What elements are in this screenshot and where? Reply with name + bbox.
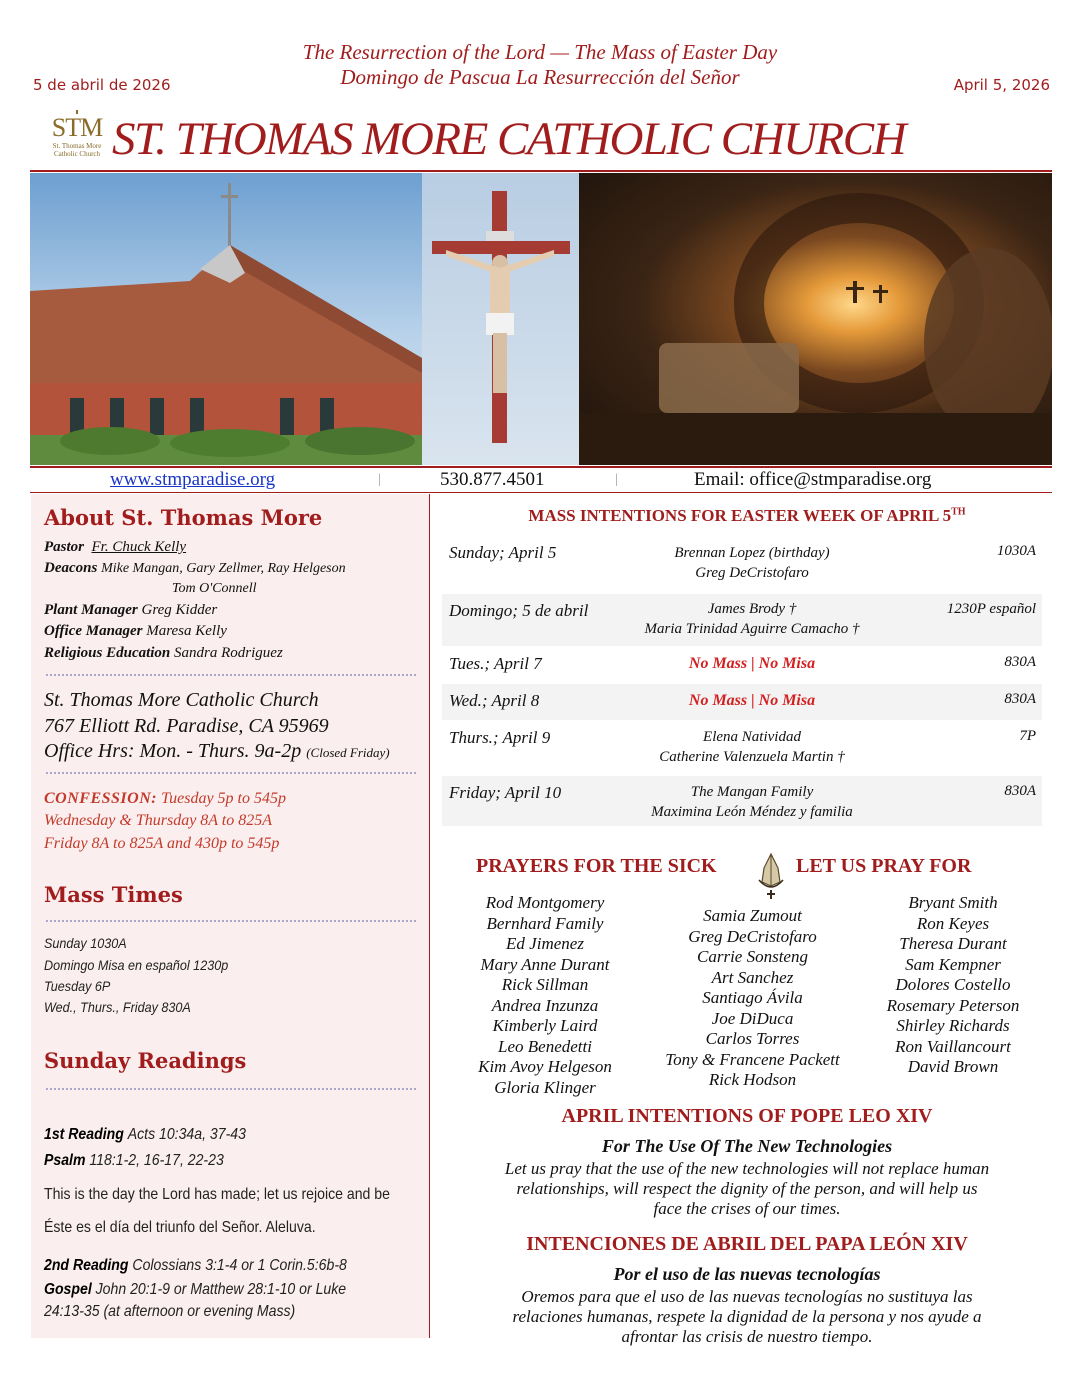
staff-office-manager — [44, 621, 227, 641]
staff-name: Maresa Kelly — [146, 623, 227, 639]
staff-deacons-cont: Tom O'Connell — [172, 581, 257, 596]
pope-intentions-line: Let us pray that the use of the new technologies will not replace human — [504, 1159, 990, 1178]
reading-citation: Colossians 3:1-4 or 1 Corin.5:6b-8 — [132, 1257, 347, 1274]
sick-list-col1 — [455, 893, 635, 1098]
intention-names: No Mass | No Misa — [688, 692, 816, 709]
intention-day: Thurs.; April 9 — [449, 728, 551, 747]
dotted-divider — [46, 772, 416, 774]
mass-times-heading: Mass Times — [44, 882, 183, 907]
pope-intentions-line: relaciones humanas, respete la dignidad de la persona y nos ayude a — [512, 1307, 982, 1326]
address-line-2: 767 Elliott Rd. Paradise, CA 95969 — [44, 715, 329, 737]
sick-name: Bernhard Family — [486, 913, 604, 933]
sick-name: Kim Avoy Helgeson — [478, 1057, 612, 1076]
intention-time: 830A — [1004, 654, 1036, 670]
masthead-title: ST. THOMAS MORE CATHOLIC CHURCH — [112, 113, 906, 165]
intention-row — [442, 776, 1042, 826]
staff-role: Office Manager — [44, 623, 143, 639]
office-hours-note: (Closed Friday) — [306, 745, 390, 760]
intention-day: Tues.; April 7 — [449, 654, 542, 673]
sick-name: Shirley Richards — [896, 1016, 1010, 1035]
intention-day: Friday; April 10 — [449, 783, 562, 802]
pope-intentions-subtitle: For The Use Of The New Technologies — [601, 1136, 893, 1156]
reading-citation: 24:13-35 (at afternoon or evening Mass) — [44, 1303, 296, 1320]
staff-religious-ed — [44, 643, 283, 663]
pope-intentions-heading-es: INTENCIONES DE ABRIL DEL PAPA LEÓN XIV — [526, 1233, 968, 1255]
office-hours-text: Office Hrs: Mon. - Thurs. 9a-2p — [44, 740, 302, 762]
intention-time: 1230P español — [946, 601, 1036, 617]
sick-name: Rick Sillman — [501, 975, 589, 994]
intention-name: James Brody † — [707, 601, 797, 617]
sick-name: Ron Keyes — [916, 913, 990, 933]
staff-name: Fr. Chuck Kelly — [91, 539, 187, 555]
church-building-photo — [30, 173, 422, 465]
mass-time-item: Tuesday 6P — [44, 978, 111, 994]
intention-day: Wed.; April 8 — [449, 691, 540, 710]
reading-label: Gospel — [44, 1281, 92, 1298]
intention-row — [442, 594, 1042, 646]
address-line-1: St. Thomas More Catholic Church — [44, 689, 319, 711]
pope-intentions-subtitle-es: Por el uso de las nuevas tecnologías — [613, 1264, 881, 1284]
intention-name: Elena Natividad — [703, 729, 801, 745]
confession-time: Tuesday 5p to 545p — [161, 790, 286, 807]
sick-name: Sam Kempner — [905, 954, 1001, 974]
intention-name: Maria Trinidad Aguirre Camacho † — [644, 621, 860, 637]
intention-time: 7P — [1019, 728, 1036, 744]
staff-plant-manager — [44, 600, 217, 620]
confession-line-1 — [44, 788, 286, 810]
date-spanish: 5 de abril de 2026 — [33, 76, 171, 94]
staff-role: Religious Education — [44, 645, 171, 661]
intention-row — [442, 538, 1042, 592]
praying-hands-icon — [750, 850, 792, 900]
date-english: April 5, 2026 — [953, 76, 1050, 94]
phone-number[interactable]: 530.877.4501 — [440, 469, 545, 490]
church-logo — [47, 110, 107, 162]
bulletin-feast-heading — [240, 40, 840, 90]
sunday-readings-heading: Sunday Readings — [44, 1048, 247, 1073]
sick-name: Gloria Klinger — [494, 1077, 596, 1097]
mass-intentions-title: MASS INTENTIONS FOR EASTER WEEK OF APRIL 5 — [528, 506, 952, 525]
sick-name: Ed Jimenez — [506, 934, 584, 953]
pope-intentions-text — [442, 1159, 1052, 1219]
intention-names — [612, 727, 892, 767]
intention-name: Greg DeCristofaro — [695, 565, 809, 581]
sick-name: Art Sanchez — [711, 967, 794, 987]
crucifix-photo — [422, 173, 579, 465]
reading-citation: 118:1-2, 16-17, 22-23 — [85, 1152, 224, 1169]
feast-title-en: The Resurrection of the Lord — The Mass of Easter Day — [302, 40, 778, 64]
sick-name: Rod Montgomery — [485, 893, 605, 912]
sick-name: Mary Anne Durant — [480, 954, 610, 974]
sick-heading-right: LET US PRAY FOR — [796, 855, 972, 877]
sick-name: Rick Hodson — [708, 1070, 797, 1089]
reading-label: 1st Reading — [44, 1126, 124, 1143]
reading-gospel — [44, 1279, 346, 1300]
pope-intentions-line: afrontar las crisis de nuestro tiempo. — [621, 1327, 873, 1346]
sick-name: Carrie Sonsteng — [697, 947, 808, 966]
crucifix-icon — [422, 173, 579, 465]
divider-contact — [30, 492, 1052, 493]
reading-second — [44, 1255, 347, 1276]
sick-name: Kimberly Laird — [492, 1016, 598, 1035]
sick-name: Tony & Francene Packett — [665, 1049, 840, 1069]
sick-name: Ron Vaillancourt — [895, 1036, 1011, 1056]
intention-names: No Mass | No Misa — [688, 655, 816, 672]
reading-first — [44, 1124, 246, 1145]
sick-heading-left: PRAYERS FOR THE SICK — [476, 855, 717, 877]
staff-pastor — [44, 537, 186, 557]
contact-separator: | — [615, 472, 618, 487]
reading-gospel-cont — [44, 1301, 295, 1322]
website-link[interactable]: www.stmparadise.org — [110, 469, 276, 490]
reading-label: Psalm — [44, 1152, 86, 1169]
reading-label: 2nd Reading — [44, 1257, 129, 1274]
pope-intentions-heading: APRIL INTENTIONS OF POPE LEO XIV — [561, 1105, 933, 1127]
sick-name: Greg DeCristofaro — [688, 926, 817, 946]
logo-subtext-2: Catholic Church — [53, 150, 101, 158]
sick-name: Santiago Ávila — [702, 988, 803, 1007]
sick-name: Samia Zumout — [703, 906, 802, 925]
psalm-response-es: Éste es el día del triunfo del Señor. Aleluva. — [44, 1219, 316, 1236]
intention-day: Domingo; 5 de abril — [449, 601, 589, 620]
intention-time: 1030A — [996, 543, 1036, 559]
reading-citation: Acts 10:34a, 37-43 — [127, 1126, 246, 1143]
email-address[interactable]: Email: office@stmparadise.org — [694, 469, 932, 490]
dotted-divider — [46, 1088, 416, 1090]
confession-line-2: Wednesday & Thursday 8A to 825A — [44, 812, 272, 829]
logo-monogram: STM — [51, 113, 103, 142]
intention-day: Sunday; April 5 — [449, 543, 557, 562]
intention-name: Brennan Lopez (birthday) — [674, 545, 830, 561]
office-hours — [44, 739, 390, 765]
contact-separator: | — [378, 472, 381, 487]
pope-intentions-line: relationships, will respect the dignity of the person, and will help us — [516, 1179, 978, 1198]
staff-name: Sandra Rodriguez — [174, 645, 283, 661]
mass-time-item: Wed., Thurs., Friday 830A — [44, 999, 191, 1015]
intention-names — [612, 543, 892, 583]
psalm-response-en: This is the day the Lord has made; let us rejoice and be — [44, 1186, 390, 1203]
staff-role: Plant Manager — [44, 602, 138, 618]
sick-name: Bryant Smith — [908, 893, 998, 912]
sick-name: Theresa Durant — [899, 934, 1007, 953]
logo-subtext-1: St. Thomas More — [52, 142, 102, 150]
confession-label: CONFESSION: — [44, 790, 158, 807]
empty-tomb-photo — [579, 173, 1052, 465]
mass-intentions-sup: TH — [951, 506, 966, 518]
staff-role: Deacons — [44, 560, 98, 576]
pope-intentions-text-es — [442, 1287, 1052, 1347]
about-heading: About St. Thomas More — [44, 505, 323, 530]
sick-list-col2 — [655, 906, 850, 1091]
intention-name: Maximina León Méndez y familia — [651, 804, 853, 820]
sick-name: Andrea Inzunza — [491, 995, 599, 1015]
mass-intentions-heading — [442, 506, 1052, 526]
intention-name: The Mangan Family — [690, 784, 814, 800]
empty-tomb-illustration — [579, 173, 1052, 465]
church-building-illustration — [30, 173, 422, 465]
staff-deacons — [44, 558, 346, 579]
intention-names — [612, 599, 892, 639]
dotted-divider — [46, 674, 416, 676]
mass-time-item: Sunday 1030A — [44, 935, 127, 951]
sick-name: Carlos Torres — [705, 1029, 800, 1048]
sick-name: Rosemary Peterson — [886, 995, 1020, 1015]
sick-name: Joe DiDuca — [711, 1008, 794, 1028]
pope-intentions-line: face the crises of our times. — [653, 1199, 841, 1218]
sick-name: Leo Benedetti — [498, 1036, 592, 1056]
intention-time: 830A — [1004, 783, 1036, 799]
intention-row — [442, 722, 1042, 774]
divider-top — [30, 170, 1052, 172]
mass-time-item: Domingo Misa en español 1230p — [44, 957, 229, 973]
pope-intentions-line: Oremos para que el uso de las nuevas tecnologías no sustituya las — [521, 1287, 973, 1306]
staff-role: Pastor — [44, 539, 85, 555]
confession-line-3: Friday 8A to 825A and 430p to 545p — [44, 835, 280, 852]
intention-time: 830A — [1004, 691, 1036, 707]
sick-name: Dolores Costello — [895, 975, 1011, 994]
intention-row — [442, 648, 1042, 682]
intention-names — [612, 782, 892, 822]
sick-name: David Brown — [907, 1057, 999, 1076]
intention-name: Catherine Valenzuela Martin † — [659, 749, 845, 765]
reading-citation: John 20:1-9 or Matthew 28:1-10 or Luke — [95, 1281, 347, 1298]
staff-name: Greg Kidder — [141, 602, 218, 618]
dotted-divider — [46, 920, 416, 922]
feast-title-es: Domingo de Pascua La Resurrección del Señor — [340, 65, 740, 89]
intention-row — [442, 684, 1042, 720]
reading-psalm — [44, 1150, 224, 1171]
sick-list-col3 — [868, 893, 1038, 1078]
staff-name: Mike Mangan, Gary Zellmer, Ray Helgeson — [101, 561, 346, 576]
